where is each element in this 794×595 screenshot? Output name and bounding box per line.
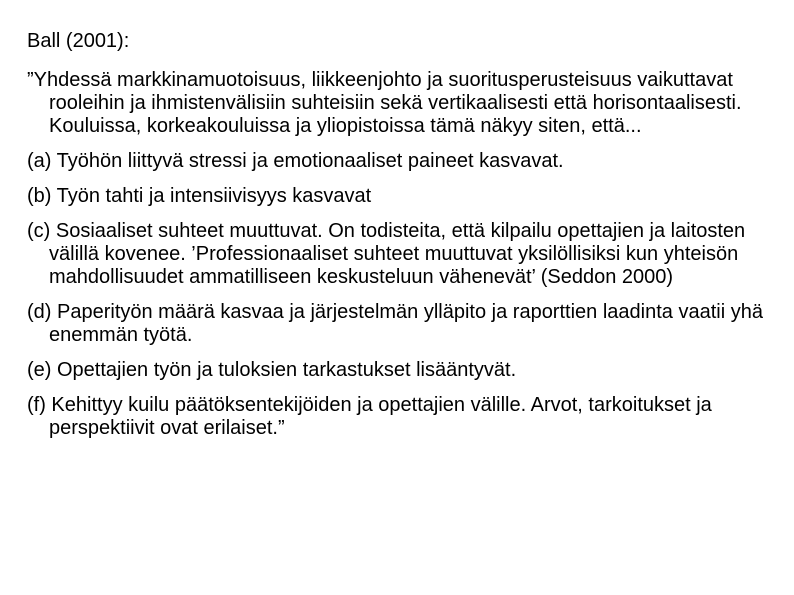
quote-intro: ”Yhdessä markkinamuotoisuus, liikkeenjohto ja suoritusperusteisuus vaikuttavat rooleihin ja ihmistenvälisiin suhteisiin sekä vertikaalisesti että horisontaalisesti. Kouluissa, korkeakouluissa ja yliopistoissa tämä näkyy siten, että... [27,69,742,137]
list-item-f: (f) Kehittyy kuilu päätöksentekijöiden ja opettajien välille. Arvot, tarkoitukset ja perspektiivit ovat erilaiset.” [27,394,712,439]
list-item-d: (d) Paperityön määrä kasvaa ja järjestelmän ylläpito ja raporttien laadinta vaatii yhä enemmän työtä. [27,301,763,346]
citation-heading: Ball (2001): [27,30,130,52]
slide-content [27,30,777,452]
list-item-c: (c) Sosiaaliset suhteet muuttuvat. On todisteita, että kilpailu opettajien ja laitosten välillä kovenee. ’Professionaaliset suhteet muuttuvat yksilöllisiksi kun yhteisön mahdollisuudet ammatilliseen keskusteluun vähenevät’ (Seddon 2000) [27,220,746,288]
list-item-e: (e) Opettajien työn ja tuloksien tarkastukset lisääntyvät. [27,359,517,381]
list-item-a: (a) Työhön liittyvä stressi ja emotionaaliset paineet kasvavat. [27,150,564,172]
list-item-b: (b) Työn tahti ja intensiivisyys kasvavat [27,185,372,207]
